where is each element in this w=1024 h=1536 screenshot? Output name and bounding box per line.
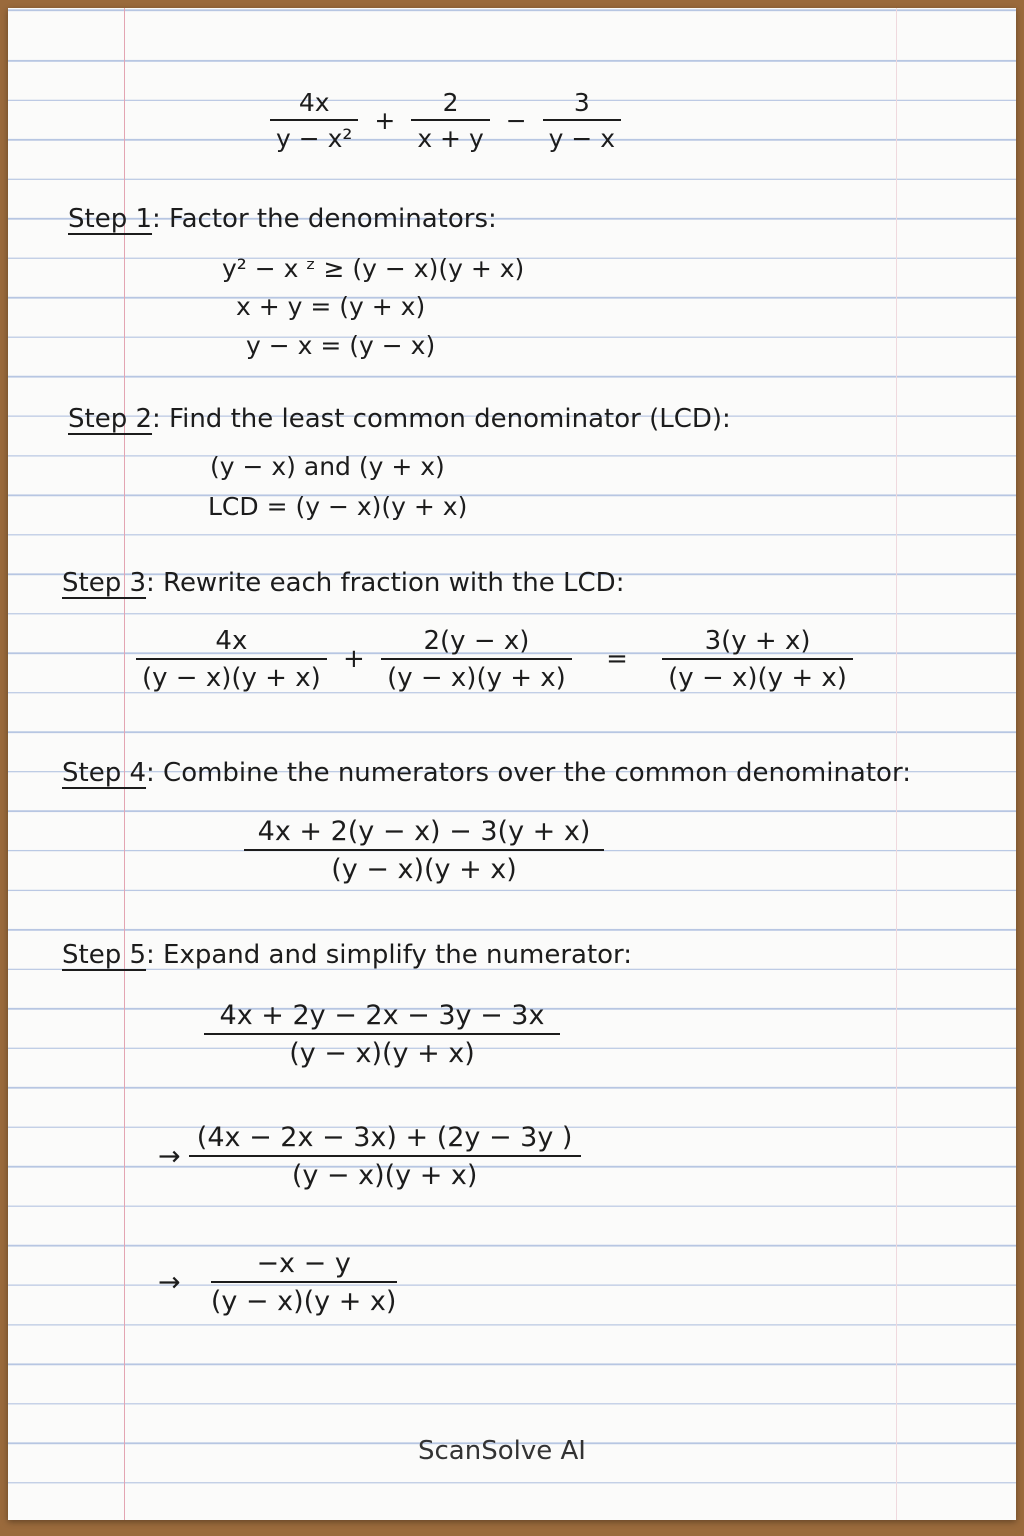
step4-heading	[62, 758, 911, 788]
step5-fraction-2	[189, 1122, 581, 1191]
numerator: −x − y	[256, 1248, 351, 1279]
numerator: 4x	[298, 88, 330, 117]
step-label: Step 1	[68, 204, 153, 234]
step5-fraction-3	[211, 1248, 397, 1317]
step-title: : Combine the numerators over the common denominator:	[146, 758, 911, 788]
step1-line: y − x = (y − x)	[246, 331, 436, 360]
step1-line: x + y = (y + x)	[236, 292, 426, 321]
notebook-paper	[8, 8, 1016, 1520]
denominator: (y − x)(y + x)	[142, 662, 321, 693]
problem-fraction-3	[543, 88, 621, 153]
step3-heading	[62, 568, 624, 598]
numerator: 3	[573, 88, 590, 117]
numerator: 3(y + x)	[704, 626, 811, 656]
denominator: (y − x)(y + x)	[210, 1285, 397, 1317]
numerator: 4x + 2(y − x) − 3(y + x)	[257, 816, 591, 847]
step4-expression	[244, 816, 604, 885]
step4-fraction	[244, 816, 604, 885]
numerator: 2	[442, 88, 459, 117]
denominator: (y − x)(y + x)	[289, 1037, 475, 1069]
problem-fraction-2	[411, 88, 489, 153]
arrow-icon: →	[158, 1140, 181, 1172]
operator: +	[343, 644, 365, 675]
watermark-text: ScanSolve AI	[418, 1436, 586, 1466]
step-title: : Expand and simplify the numerator:	[146, 940, 633, 970]
denominator: y − x	[548, 123, 616, 153]
numerator: 4x + 2y − 2x − 3y − 3x	[219, 1000, 545, 1031]
step1-line: y² − x ᶻ ≥ (y − x)(y + x)	[222, 254, 525, 283]
denominator: (y − x)(y + x)	[291, 1159, 478, 1191]
numerator: 2(y − x)	[423, 626, 530, 656]
step2-line: (y − x) and (y + x)	[210, 452, 445, 481]
step-label: Step 3	[62, 568, 147, 598]
numerator: 4x	[215, 626, 248, 656]
operator: +	[374, 105, 396, 135]
problem-expression	[270, 88, 621, 153]
step5-heading	[62, 940, 632, 970]
step2-line: LCD = (y − x)(y + x)	[208, 492, 468, 521]
step2-heading	[68, 404, 731, 434]
step-label: Step 4	[62, 758, 147, 788]
step-title: : Factor the denominators:	[152, 204, 497, 234]
problem-fraction-1	[270, 88, 358, 153]
operator: =	[606, 644, 628, 675]
denominator: (y − x)(y + x)	[668, 662, 847, 693]
step3-expression	[136, 626, 853, 693]
step-label: Step 5	[62, 940, 147, 970]
step5-expression-2	[158, 1122, 581, 1191]
step-title: : Rewrite each fraction with the LCD:	[146, 568, 625, 598]
step3-fraction-3	[662, 626, 853, 693]
step5-expression-1	[204, 1000, 560, 1069]
denominator: (y − x)(y + x)	[387, 662, 566, 693]
step-title: : Find the least common denominator (LCD):	[152, 404, 731, 434]
step3-fraction-1	[136, 626, 327, 693]
step-label: Step 2	[68, 404, 153, 434]
denominator: (y − x)(y + x)	[331, 853, 517, 885]
step1-heading	[68, 204, 497, 234]
step5-expression-3	[158, 1248, 397, 1317]
denominator: x + y	[417, 123, 484, 153]
numerator: (4x − 2x − 3x) + (2y − 3y )	[196, 1122, 573, 1153]
operator: −	[505, 105, 527, 135]
step5-fraction-1	[204, 1000, 560, 1069]
denominator: y − x²	[276, 123, 353, 153]
arrow-icon: →	[158, 1266, 181, 1298]
step3-fraction-2	[381, 626, 572, 693]
